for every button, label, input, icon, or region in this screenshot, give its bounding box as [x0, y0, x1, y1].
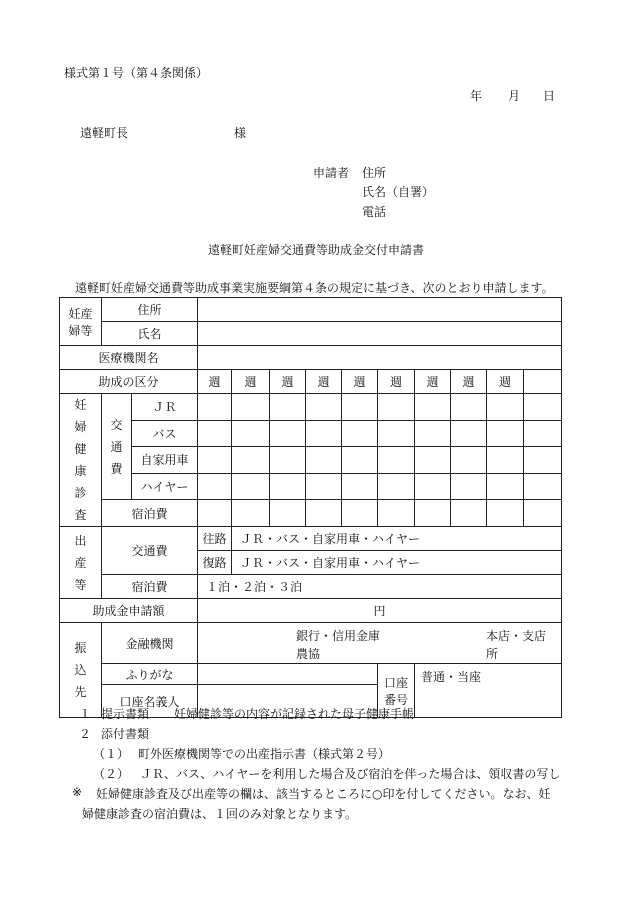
applicant-address-label: 住所	[362, 166, 387, 180]
hire-cell[interactable]	[487, 473, 524, 500]
car-cell[interactable]	[270, 447, 306, 474]
form-number: 様式第１号（第４条関係）	[64, 66, 209, 80]
application-table	[59, 297, 562, 718]
hire-cell[interactable]	[524, 473, 562, 500]
week-cell[interactable]: 週	[270, 370, 306, 394]
bus-cell[interactable]	[198, 420, 232, 447]
jr-cell[interactable]	[232, 394, 270, 421]
transfer-label: 振 込 先	[60, 623, 102, 718]
jr-cell[interactable]	[342, 394, 378, 421]
hire-cell[interactable]	[415, 473, 451, 500]
week-cell[interactable]: 週	[232, 370, 270, 394]
pregnant-woman-label: 妊産 婦等	[60, 298, 102, 346]
account-holder-label: 口座名義人	[102, 685, 198, 718]
account-number-label: 口座 番号	[378, 664, 415, 718]
bank-types: 銀行・信用金庫	[296, 629, 381, 643]
bus-cell[interactable]	[451, 420, 487, 447]
nights-options[interactable]: １泊・２泊・３泊	[198, 575, 562, 599]
week-cell[interactable]: 週	[415, 370, 451, 394]
date-year-label: 年	[470, 89, 483, 103]
week-cell-blank[interactable]	[524, 370, 562, 394]
lodging-cell[interactable]	[198, 500, 232, 527]
jr-cell[interactable]	[451, 394, 487, 421]
transport-label: 交 通 費	[102, 394, 132, 500]
applicant-phone-label: 電話	[362, 205, 387, 219]
note-2-2-text: ＪＲ、バス、ハイヤーを利用した場合及び宿泊を伴った場合は、領収書の写し	[140, 767, 561, 781]
note-2-1-number: （１）	[93, 747, 130, 761]
subsidy-type-label: 助成の区分	[60, 370, 198, 394]
bus-cell[interactable]	[524, 420, 562, 447]
address-label: 住所	[102, 298, 198, 322]
week-cell[interactable]: 週	[306, 370, 342, 394]
outbound-label: 往路	[198, 527, 232, 551]
bus-cell[interactable]	[487, 420, 524, 447]
week-cell[interactable]: 週	[378, 370, 415, 394]
car-cell[interactable]	[198, 447, 232, 474]
birth-lodging-label: 宿泊費	[102, 575, 198, 599]
jr-cell[interactable]	[524, 394, 562, 421]
jr-cell[interactable]	[487, 394, 524, 421]
applicant-name-label: 氏名（自署）	[362, 185, 435, 199]
lodging-cell[interactable]	[524, 500, 562, 527]
checkup-lodging-label: 宿泊費	[102, 500, 198, 527]
honorific: 様	[234, 126, 247, 140]
car-cell[interactable]	[306, 447, 342, 474]
request-amount-label: 助成金申請額	[60, 599, 198, 623]
car-cell[interactable]	[342, 447, 378, 474]
applicant-label: 申請者	[313, 166, 350, 180]
bus-label: バス	[132, 420, 198, 447]
addressee: 遠軽町長	[80, 126, 129, 140]
name-label: 氏名	[102, 322, 198, 346]
financial-institution-label: 金融機関	[102, 623, 198, 664]
lodging-cell[interactable]	[451, 500, 487, 527]
hire-cell[interactable]	[232, 473, 270, 500]
hire-cell[interactable]	[451, 473, 487, 500]
medical-institution-label: 医療機関名	[60, 346, 198, 370]
hire-cell[interactable]	[270, 473, 306, 500]
jr-cell[interactable]	[415, 394, 451, 421]
account-type: 普通・当座	[421, 670, 482, 684]
document-title: 遠軽町妊産婦交通費等助成金交付申請書	[208, 243, 425, 257]
star-note-line-2: 婦健康診査の宿泊費は、１回のみ対象となります。	[82, 807, 358, 821]
return-options[interactable]: ＪＲ・バス・自家用車・ハイヤー	[232, 551, 562, 575]
birth-label: 出 産 等	[60, 527, 102, 599]
note-2-1-text: 町外医療機関等での出産指示書（様式第２号）	[138, 747, 391, 761]
financial-institution-field[interactable]	[198, 623, 562, 664]
hire-label: ハイヤー	[132, 473, 198, 500]
bus-cell[interactable]	[232, 420, 270, 447]
jr-cell[interactable]	[270, 394, 306, 421]
hire-cell[interactable]	[342, 473, 378, 500]
lodging-cell[interactable]	[270, 500, 306, 527]
car-cell[interactable]	[487, 447, 524, 474]
car-cell[interactable]	[232, 447, 270, 474]
note-1-text: 妊婦健診等の内容が記録された母子健康手帳	[174, 707, 415, 721]
branch-types: 本店・支店	[486, 629, 547, 643]
address-field[interactable]	[198, 298, 562, 322]
hire-cell[interactable]	[198, 473, 232, 500]
jr-cell[interactable]	[198, 394, 232, 421]
note-1-number: １	[79, 707, 92, 721]
car-cell[interactable]	[378, 447, 415, 474]
lodging-cell[interactable]	[342, 500, 378, 527]
outbound-options[interactable]: ＪＲ・バス・自家用車・ハイヤー	[232, 527, 562, 551]
date-month-label: 月	[508, 89, 521, 103]
star-mark: ※	[72, 785, 83, 799]
lodging-cell[interactable]	[487, 500, 524, 527]
lodging-cell[interactable]	[306, 500, 342, 527]
note-1-label: 提示書類	[101, 707, 150, 721]
hire-cell[interactable]	[306, 473, 342, 500]
bus-cell[interactable]	[378, 420, 415, 447]
hire-cell[interactable]	[378, 473, 415, 500]
intro-text: 遠軽町妊産婦交通費等助成事業実施要綱第４条の規定に基づき、次のとおり申請します。	[75, 281, 554, 295]
furigana-field[interactable]	[198, 664, 378, 685]
note-2-label: 添付書類	[101, 727, 150, 741]
week-cell[interactable]: 週	[451, 370, 487, 394]
birth-transport-label: 交通費	[102, 527, 198, 575]
request-amount-field[interactable]: 円	[198, 599, 562, 623]
lodging-cell[interactable]	[378, 500, 415, 527]
date-day-label: 日	[543, 89, 556, 103]
week-cell[interactable]: 週	[342, 370, 378, 394]
checkup-label: 妊 婦 健 康 診 査	[60, 394, 102, 527]
return-label: 復路	[198, 551, 232, 575]
jr-cell[interactable]	[306, 394, 342, 421]
jr-label: ＪＲ	[132, 394, 198, 421]
bus-cell[interactable]	[306, 420, 342, 447]
week-cell[interactable]: 週	[487, 370, 524, 394]
office-label: 所	[486, 647, 499, 661]
lodging-cell[interactable]	[232, 500, 270, 527]
car-cell[interactable]	[524, 447, 562, 474]
lodging-cell[interactable]	[415, 500, 451, 527]
private-car-label: 自家用車	[132, 447, 198, 474]
jr-cell[interactable]	[378, 394, 415, 421]
car-cell[interactable]	[451, 447, 487, 474]
bus-cell[interactable]	[270, 420, 306, 447]
account-number-field[interactable]	[415, 664, 562, 718]
star-note-line-1: 妊婦健康診査及び出産等の欄は、該当するところに○印を付してください。なお、妊	[96, 787, 551, 801]
note-2-number: ２	[79, 727, 92, 741]
week-cell[interactable]: 週	[198, 370, 232, 394]
note-2-2-number: （２）	[93, 767, 130, 781]
bus-cell[interactable]	[342, 420, 378, 447]
car-cell[interactable]	[415, 447, 451, 474]
agricultural-coop: 農協	[296, 647, 321, 661]
name-field[interactable]	[198, 322, 562, 346]
bus-cell[interactable]	[415, 420, 451, 447]
furigana-label: ふりがな	[102, 664, 198, 685]
medical-institution-field[interactable]	[198, 346, 562, 370]
